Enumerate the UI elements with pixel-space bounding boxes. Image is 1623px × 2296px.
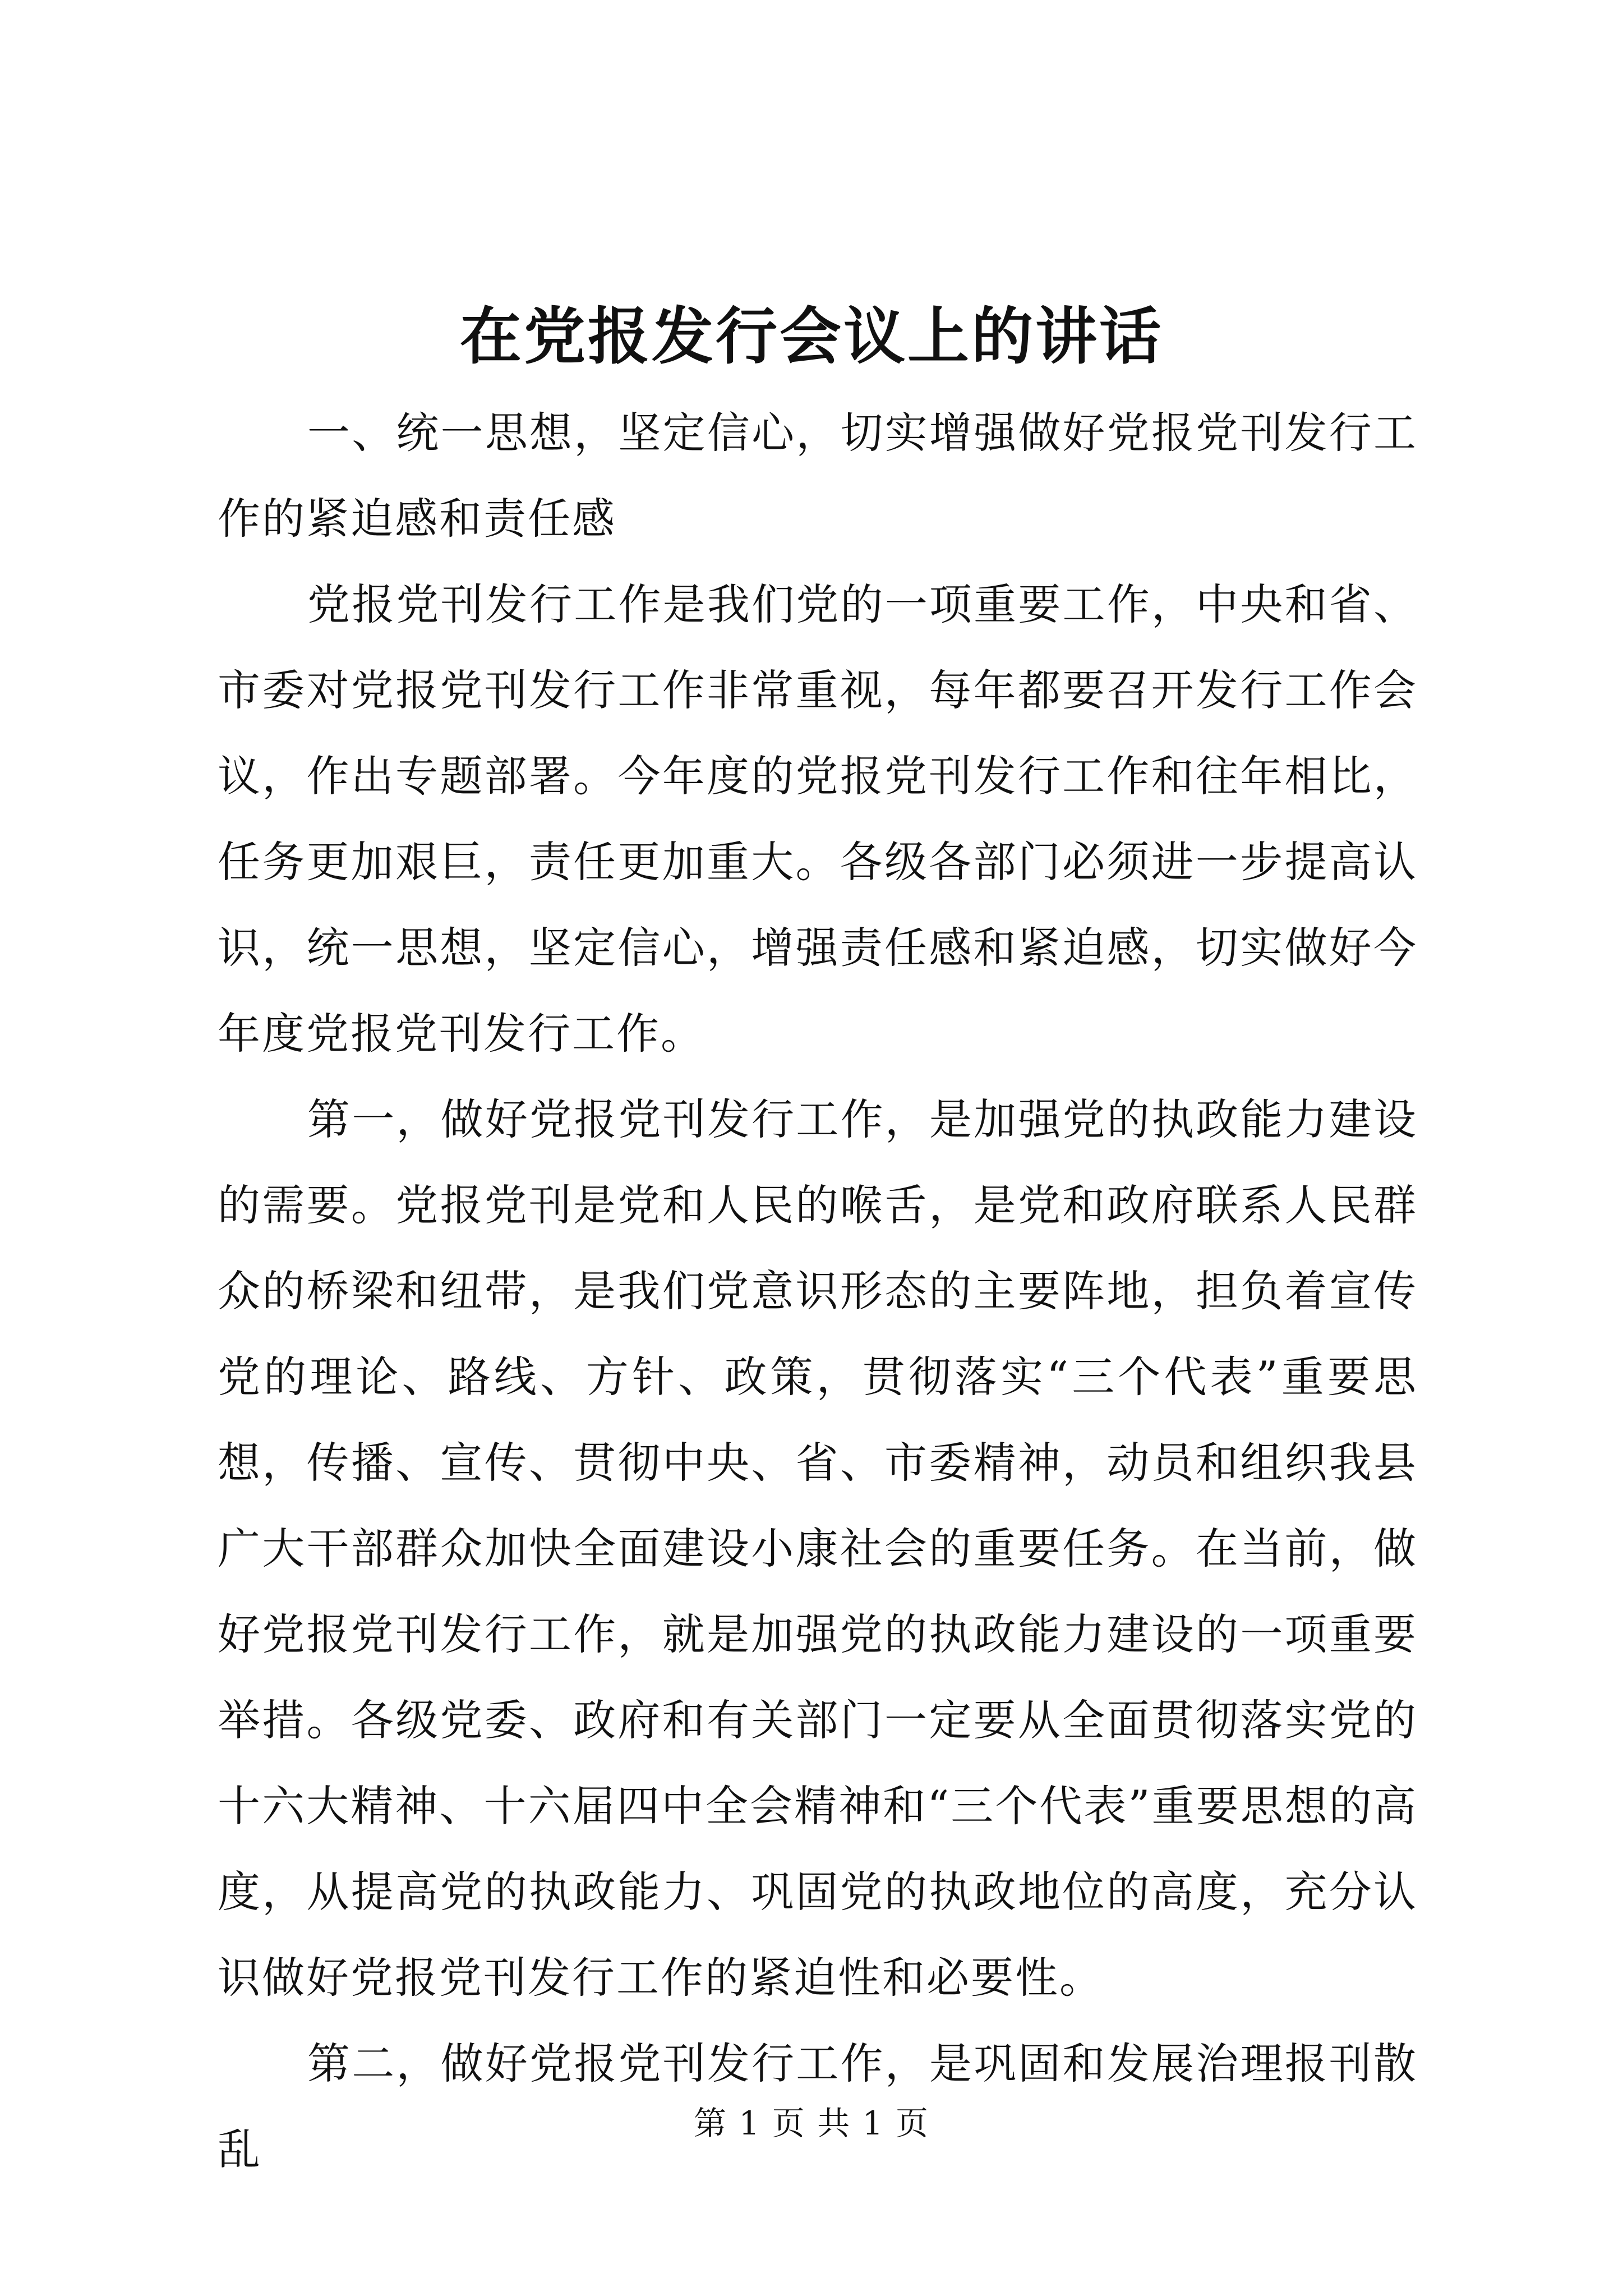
body-paragraph: 第一，做好党报党刊发行工作，是加强党的执政能力建设的需要。党报党刊是党和人民的喉舌，是党和政府联系人民群众的桥梁和纽带，是我们党意识形态的主要阵地，担负着宣传党的理论、路线、方针、政策，贯彻落实“三个代表”重要思想，传播、宣传、贯彻中央、省、市委精神，动员和组织我县广大干部群众加快全面建设小康社会的重要任务。在当前，做好党报党刊发行工作，就是加强党的执政能力建设的一项重要举措。各级党委、政府和有关部门一定要从全面贯彻落实党的十六大精神、十六届四中全会精神和“三个代表”重要思想的高度，从提高党的执政能力、巩固党的执政地位的高度，充分认识做好党报党刊发行工作的紧迫性和必要性。 xyxy=(218,1094,1418,2003)
body-paragraph: 第二，做好党报党刊发行工作，是巩固和发展治理报刊散乱 xyxy=(218,2039,1418,2174)
body-paragraph: 党报党刊发行工作是我们党的一项重要工作，中央和省、市委对党报党刊发行工作非常重视，每年都要召开发行工作会议，作出专题部署。今年度的党报党刊发行工作和往年相比，任务更加艰巨，责任更加重大。各级各部门必须进一步提高认识，统一思想，坚定信心，增强责任感和紧迫感，切实做好今年度党报党刊发行工作。 xyxy=(218,579,1418,1059)
section-heading: 一、统一思想，坚定信心，切实增强做好党报党刊发行工作的紧迫感和责任感 xyxy=(218,408,1418,544)
document-title: 在党报发行会议上的讲话 xyxy=(460,300,1163,372)
page-footer: 第 1 页 共 1 页 xyxy=(694,2104,929,2142)
document-body xyxy=(218,390,1418,2192)
